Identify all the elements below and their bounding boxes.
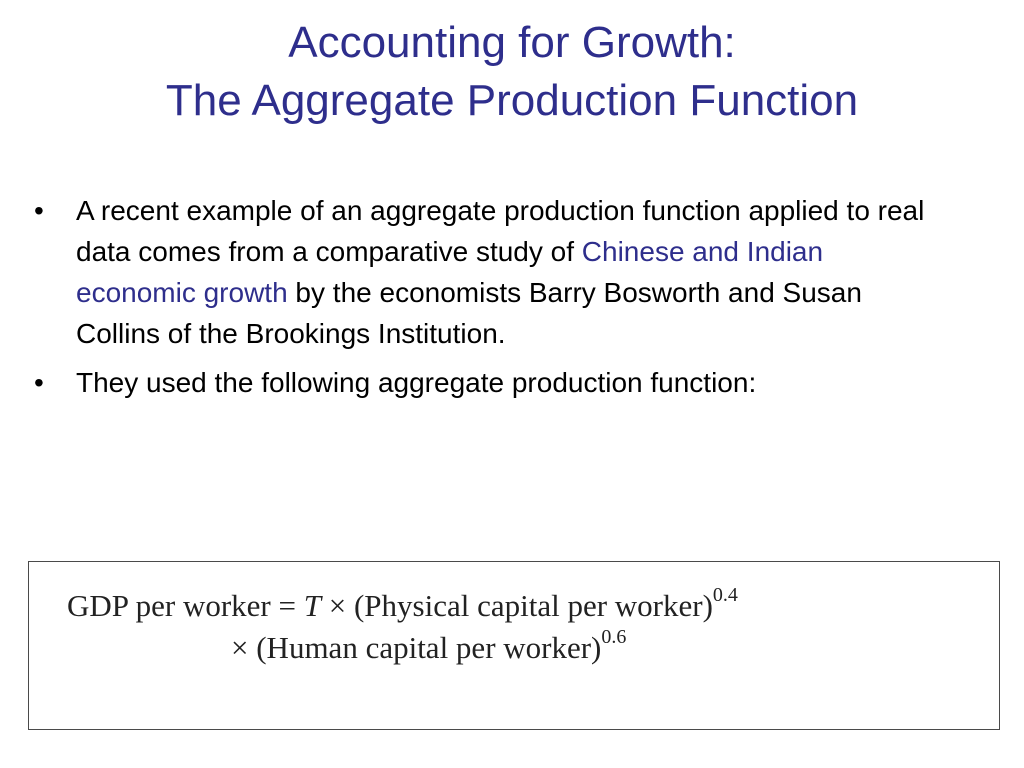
formula-box — [28, 561, 1000, 730]
title-line-1: Accounting for Growth: — [288, 18, 736, 67]
bullet-marker: • — [34, 195, 44, 226]
title-line-2: The Aggregate Production Function — [165, 76, 859, 125]
formula-human-capital-term: × (Human capital per worker) — [231, 630, 602, 665]
formula-exponent-human: 0.6 — [601, 626, 627, 648]
bullet-text-after: by the economists Barry Bosworth and Susan Collins of the Brookings Institution. — [76, 277, 862, 349]
bullet-marker: • — [34, 367, 44, 398]
bullet-text-before: A recent example of an aggregate production function applied to real data comes from a comparative study of — [76, 195, 925, 267]
bullet-item-1 — [34, 190, 934, 354]
bullet-item-2 — [34, 362, 934, 403]
slide-title — [0, 14, 1024, 130]
formula-exponent-physical: 0.4 — [712, 584, 738, 606]
formula-line-1 — [67, 584, 738, 624]
bullet-text: They used the following aggregate production function: — [76, 367, 757, 398]
formula-lhs: GDP per worker = — [67, 588, 304, 623]
highlighted-phrase: Chinese and Indian economic growth — [76, 236, 824, 308]
formula-variable-t: T — [303, 588, 321, 623]
formula-physical-capital-term: × (Physical capital per worker) — [320, 588, 713, 623]
bullet-list — [34, 190, 934, 411]
formula-line-2 — [231, 626, 626, 666]
